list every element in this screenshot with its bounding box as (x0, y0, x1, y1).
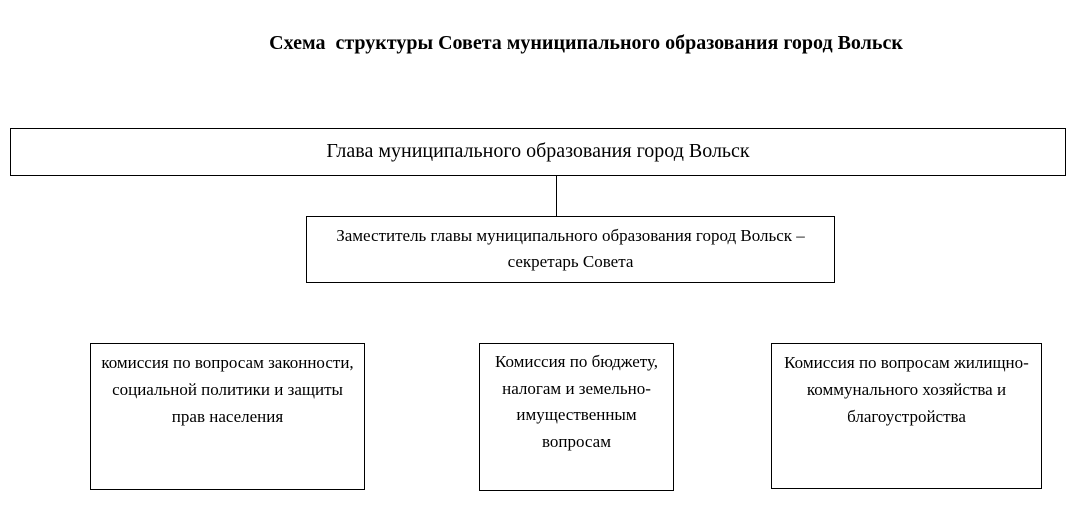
commission-legality-box (90, 343, 365, 490)
deputy-head-box (306, 216, 835, 283)
deputy-head-label: Заместитель главы муниципального образования город Вольск – секретарь Совета (336, 226, 805, 271)
commission-budget-box (479, 343, 674, 491)
commission-legality-label: комиссия по вопросам законности, социальной политики и защиты прав населения (101, 353, 354, 426)
head-to-deputy-connector (556, 176, 557, 216)
commission-housing-box (771, 343, 1042, 489)
head-of-municipality-label: Глава муниципального образования город Вольск (326, 140, 750, 162)
commission-housing-label: Комиссия по вопросам жилищно-коммунального хозяйства и благоустройства (784, 353, 1029, 426)
commission-budget-label: Комиссия по бюджету, налогам и земельно-имущественным вопросам (494, 352, 659, 451)
diagram-title: Схема структуры Совета муниципального образования город Вольск (269, 32, 903, 54)
head-of-municipality-box (10, 128, 1066, 176)
